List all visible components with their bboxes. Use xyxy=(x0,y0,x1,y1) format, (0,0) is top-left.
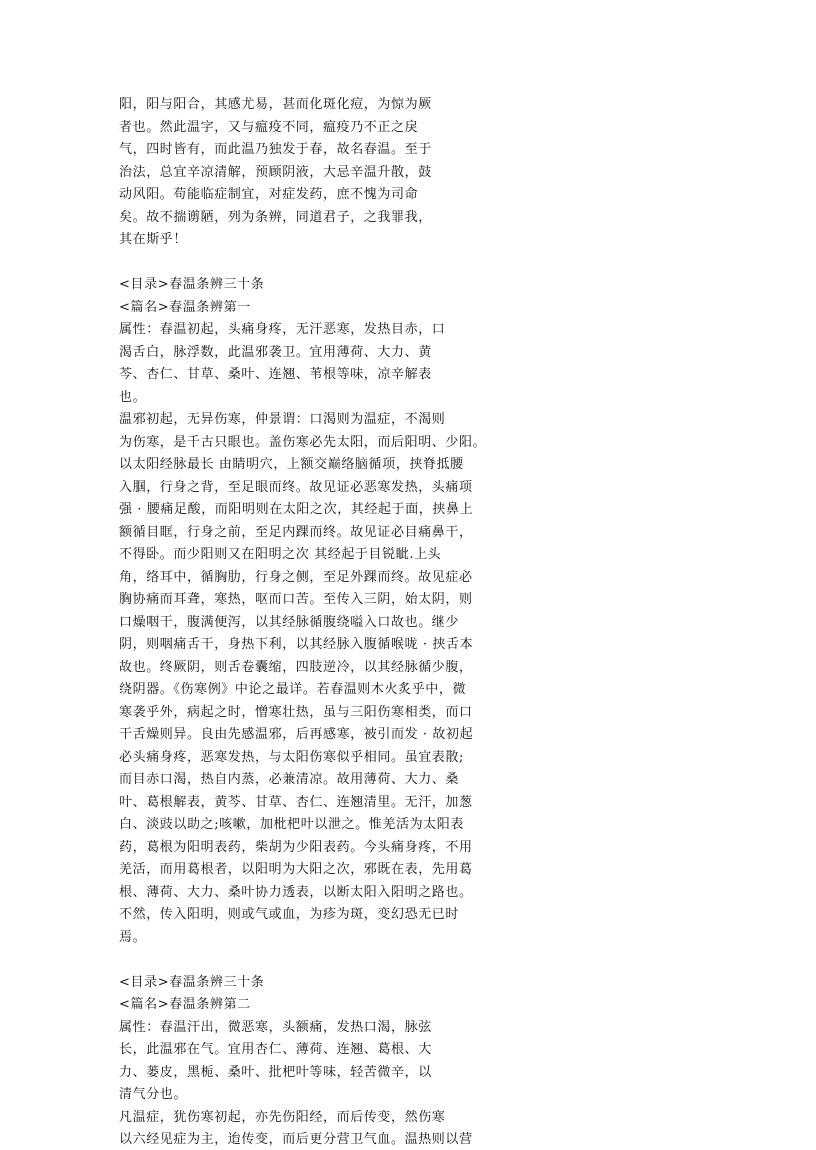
text-line: 为伤寒，是千古只眼也。盖伤寒必先太阳，而后阳明、少阳。 xyxy=(119,434,487,450)
text-line: 治法，总宜辛凉清解，预顾阴液，大忌辛温升散，鼓 xyxy=(119,164,432,180)
text-line: <目录>春温条辨三十条 xyxy=(119,974,265,990)
text-line: 者也。然此温字，又与瘟疫不同，瘟疫乃不正之戾 xyxy=(119,119,419,135)
text-line: 以太阳经脉最长 由睛明穴，上额交巅络脑循项，挟脊抵腰 xyxy=(119,457,464,472)
text-line: 焉。 xyxy=(119,929,147,945)
text-line: 白、淡豉以助之;咳嗽，加枇杷叶以泄之。惟羌活为太阳表 xyxy=(119,817,464,832)
text-line: 角，络耳中，循胸肋，行身之侧，至足外踝而终。故见症必 xyxy=(119,569,473,585)
text-line: <篇名>春温条辨第二 xyxy=(119,997,251,1012)
text-line: 口燥咽干，腹满便泻，以其经脉循腹绕嗌入口故也。继少 xyxy=(119,614,460,630)
text-line: 气，四时皆有，而此温乃独发于春，故名春温。至于 xyxy=(119,142,432,157)
text-line: 入腘，行身之背，至足眼而终。故见证必恶寒发热，头痛项 xyxy=(119,479,473,495)
text-line: 属性：春温汗出，微恶寒，头额痛，发热口渴，脉弦 xyxy=(119,1019,432,1035)
text-line: 动风阳。苟能临症制宜，对症发药，庶不愧为司命 xyxy=(119,187,419,202)
text-line: 胸协痛而耳聋，寒热，呕而口苦。至传入三阴，始太阴，则 xyxy=(119,592,473,607)
text-line: 也。 xyxy=(119,389,147,405)
text-line: 芩、杏仁、甘草、桑叶、连翘、苇根等味，凉辛解表 xyxy=(119,367,432,382)
text-line: 矣。故不揣谫陋，列为条辨，同道君子，之我罪我， xyxy=(119,209,432,225)
text-line: 属性：春温初起，头痛身疼，无汗恶寒，发热目赤，口 xyxy=(119,322,446,337)
text-line: 凡温症，犹伤寒初起，亦先伤阳经，而后传变，然伤寒 xyxy=(119,1109,446,1125)
text-line: 不得卧。而少阳则又在阳明之次 其经起于目锐眦.上头 xyxy=(119,547,442,562)
text-line: 阳，阳与阳合，其感尤易，甚而化斑化痘，为惊为厥 xyxy=(119,97,432,112)
text-line: 阴，则咽痛舌干，身热下利，以其经脉入腹循喉咙 · 挟舌本 xyxy=(119,637,474,652)
text-line: 干舌燥则异。良由先感温邪，后再感寒，被引而发 · 故初起 xyxy=(119,727,474,742)
text-line: 羌活，而用葛根者，以阳明为大阳之次，邪既在表，先用葛 xyxy=(119,862,473,877)
text-line: 其在斯乎！ xyxy=(119,232,188,247)
text-line: 以六经见症为主，迨传变，而后更分营卫气血。温热则以营 xyxy=(119,1132,473,1147)
text-line: 额循目眶，行身之前，至足内踝而终。故见证必目痛鼻干， xyxy=(119,524,473,540)
text-line: 寒袭乎外，病起之时，憎寒壮热，虽与三阳伤寒相类，而口 xyxy=(119,704,473,720)
text-line: 绕阴器。《伤寒例》中论之最详。若春温则木火炙乎中，微 xyxy=(119,682,467,697)
text-line: 故也。终厥阴，则舌卷囊缩，四肢逆冷，以其经脉循少腹， xyxy=(119,659,473,675)
text-line: 必头痛身疼，恶寒发热，与太阳伤寒似乎相同。虽宜表散; xyxy=(119,749,464,765)
text-line: 力、蒌皮，黑栀、桑叶、批杷叶等味，轻苦微辛，以 xyxy=(119,1064,432,1080)
text-line: 叶、葛根解表，黄芩、甘草、杏仁、连翘清里。无汗，加葱 xyxy=(119,794,473,810)
text-line: 温邪初起，无异伤寒，仲景谓：口渴则为温症，不渴则 xyxy=(119,412,446,427)
text-line: 渴舌白，脉浮数，此温邪袭卫。宜用薄荷、大力、黄 xyxy=(119,344,432,360)
text-line: 药，葛根为阳明表药，柴胡为少阳表药。今头痛身疼，不用 xyxy=(119,839,473,855)
text-line: 根、薄荷、大力、桑叶协力透表，以断太阳入阳明之路也。 xyxy=(119,884,473,900)
text-line: 长，此温邪在气。宜用杏仁、薄荷、连翘、葛根、大 xyxy=(119,1042,432,1057)
text-line: 强 · 腰痛足酸，而阳明则在太阳之次，其经起于面，挟鼻上 xyxy=(119,502,474,517)
text-line: 不然，传入阳明，则或气或血，为疹为斑，变幻恐无已时 xyxy=(119,907,460,922)
text-line: 而目赤口渴，热自内蒸，必兼清凉。故用薄荷、大力、桑 xyxy=(119,772,460,787)
text-line: <目录>春温条辨三十条 xyxy=(119,277,265,292)
text-line: <篇名>春温条辨第一 xyxy=(119,299,251,315)
text-line: 清气分也。 xyxy=(119,1087,188,1102)
